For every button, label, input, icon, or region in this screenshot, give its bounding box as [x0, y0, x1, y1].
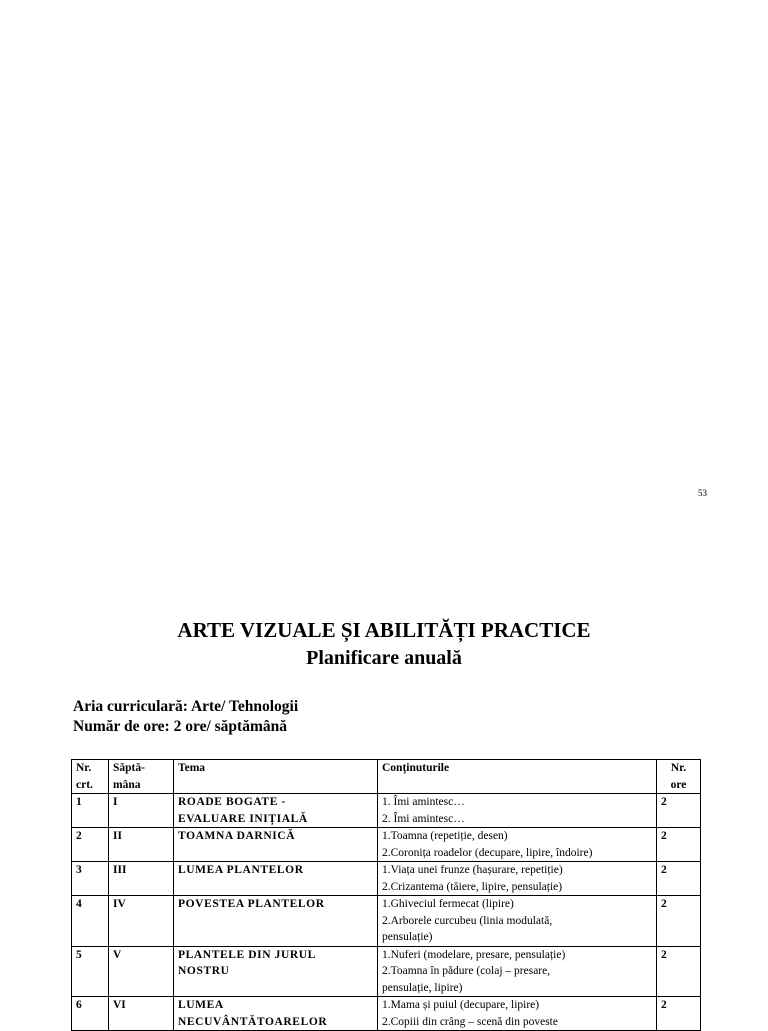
row-week: II — [109, 828, 174, 862]
row-number: 4 — [72, 896, 109, 947]
row-number: 3 — [72, 862, 109, 896]
curricular-area: Aria curriculară: Arte/ Tehnologii — [73, 698, 299, 715]
content-line: 2.Copiii din crâng – scenă din poveste — [382, 1015, 558, 1028]
row-hours: 2 — [657, 997, 701, 1031]
theme-line: EVALUARE INIȚIALĂ — [178, 812, 308, 825]
theme-line: TOAMNA DARNICĂ — [178, 830, 296, 842]
table-row — [72, 896, 701, 947]
row-number: 6 — [72, 997, 109, 1031]
content-line: 1.Nuferi (modelare, presare, pensulație) — [382, 948, 566, 961]
page-number: 53 — [698, 488, 707, 498]
header-content: Conținuturile — [378, 760, 657, 794]
header-theme: Tema — [174, 760, 378, 794]
row-content — [378, 794, 657, 828]
header-week: Săptă- mâna — [109, 760, 174, 794]
content-line: 2.Coronița roadelor (decupare, lipire, îndoire) — [382, 846, 593, 859]
content-line: 2.Arborele curcubeu (linia modulată, — [382, 914, 553, 927]
header-nr-crt: Nr. crt. — [72, 760, 109, 794]
row-number: 1 — [72, 794, 109, 828]
theme-line: POVESTEA PLANTELOR — [178, 898, 325, 910]
content-line: 1.Viața unei frunze (hașurare, repetiție) — [382, 864, 563, 876]
row-week: IV — [109, 896, 174, 947]
table-row — [72, 997, 701, 1031]
row-theme — [174, 794, 378, 828]
header-hours: Nr. ore — [657, 760, 701, 794]
content-line: 2.Crizantema (tăiere, lipire, pensulație) — [382, 880, 563, 893]
content-line: 1.Mama și puiul (decupare, lipire) — [382, 999, 540, 1011]
row-theme — [174, 828, 378, 862]
table-row — [72, 946, 701, 997]
content-line: 1.Ghiveciul fermecat (lipire) — [382, 898, 514, 910]
row-theme — [174, 896, 378, 947]
row-hours: 2 — [657, 828, 701, 862]
row-hours: 2 — [657, 862, 701, 896]
document-subtitle: Planificare anuală — [306, 647, 462, 669]
content-line: 1.Toamna (repetiție, desen) — [382, 830, 508, 842]
row-hours: 2 — [657, 794, 701, 828]
row-theme — [174, 862, 378, 896]
row-content — [378, 828, 657, 862]
content-line: 1. Îmi amintesc… — [382, 796, 465, 808]
theme-line: ROADE BOGATE - — [178, 796, 286, 808]
table-body — [72, 794, 701, 1031]
hours-per-week: Număr de ore: 2 ore/ săptămână — [73, 718, 287, 735]
row-week: VI — [109, 997, 174, 1031]
content-line: pensulație, lipire) — [382, 981, 463, 994]
theme-line: NECUVÂNTĂTOARELOR — [178, 1015, 328, 1028]
row-content — [378, 946, 657, 997]
row-number: 5 — [72, 946, 109, 997]
theme-line: NOSTRU — [178, 965, 230, 977]
content-line: 2. Îmi amintesc… — [382, 812, 465, 825]
document-title: ARTE VIZUALE ȘI ABILITĂȚI PRACTICE — [177, 618, 591, 642]
annual-plan-table — [71, 759, 701, 1031]
row-week: I — [109, 794, 174, 828]
row-content — [378, 862, 657, 896]
table-row — [72, 794, 701, 828]
row-hours: 2 — [657, 946, 701, 997]
row-week: V — [109, 946, 174, 997]
theme-line: LUMEA — [178, 999, 224, 1011]
theme-line: LUMEA PLANTELOR — [178, 864, 304, 876]
theme-line: PLANTELE DIN JURUL — [178, 948, 316, 961]
row-content — [378, 997, 657, 1031]
table-row — [72, 828, 701, 862]
row-hours: 2 — [657, 896, 701, 947]
row-week: III — [109, 862, 174, 896]
content-line: pensulație) — [382, 931, 433, 943]
row-content — [378, 896, 657, 947]
content-line: 2.Toamna în pădure (colaj – presare, — [382, 965, 551, 977]
row-number: 2 — [72, 828, 109, 862]
row-theme — [174, 997, 378, 1031]
row-theme — [174, 946, 378, 997]
table-header-row — [72, 760, 701, 794]
table-row — [72, 862, 701, 896]
